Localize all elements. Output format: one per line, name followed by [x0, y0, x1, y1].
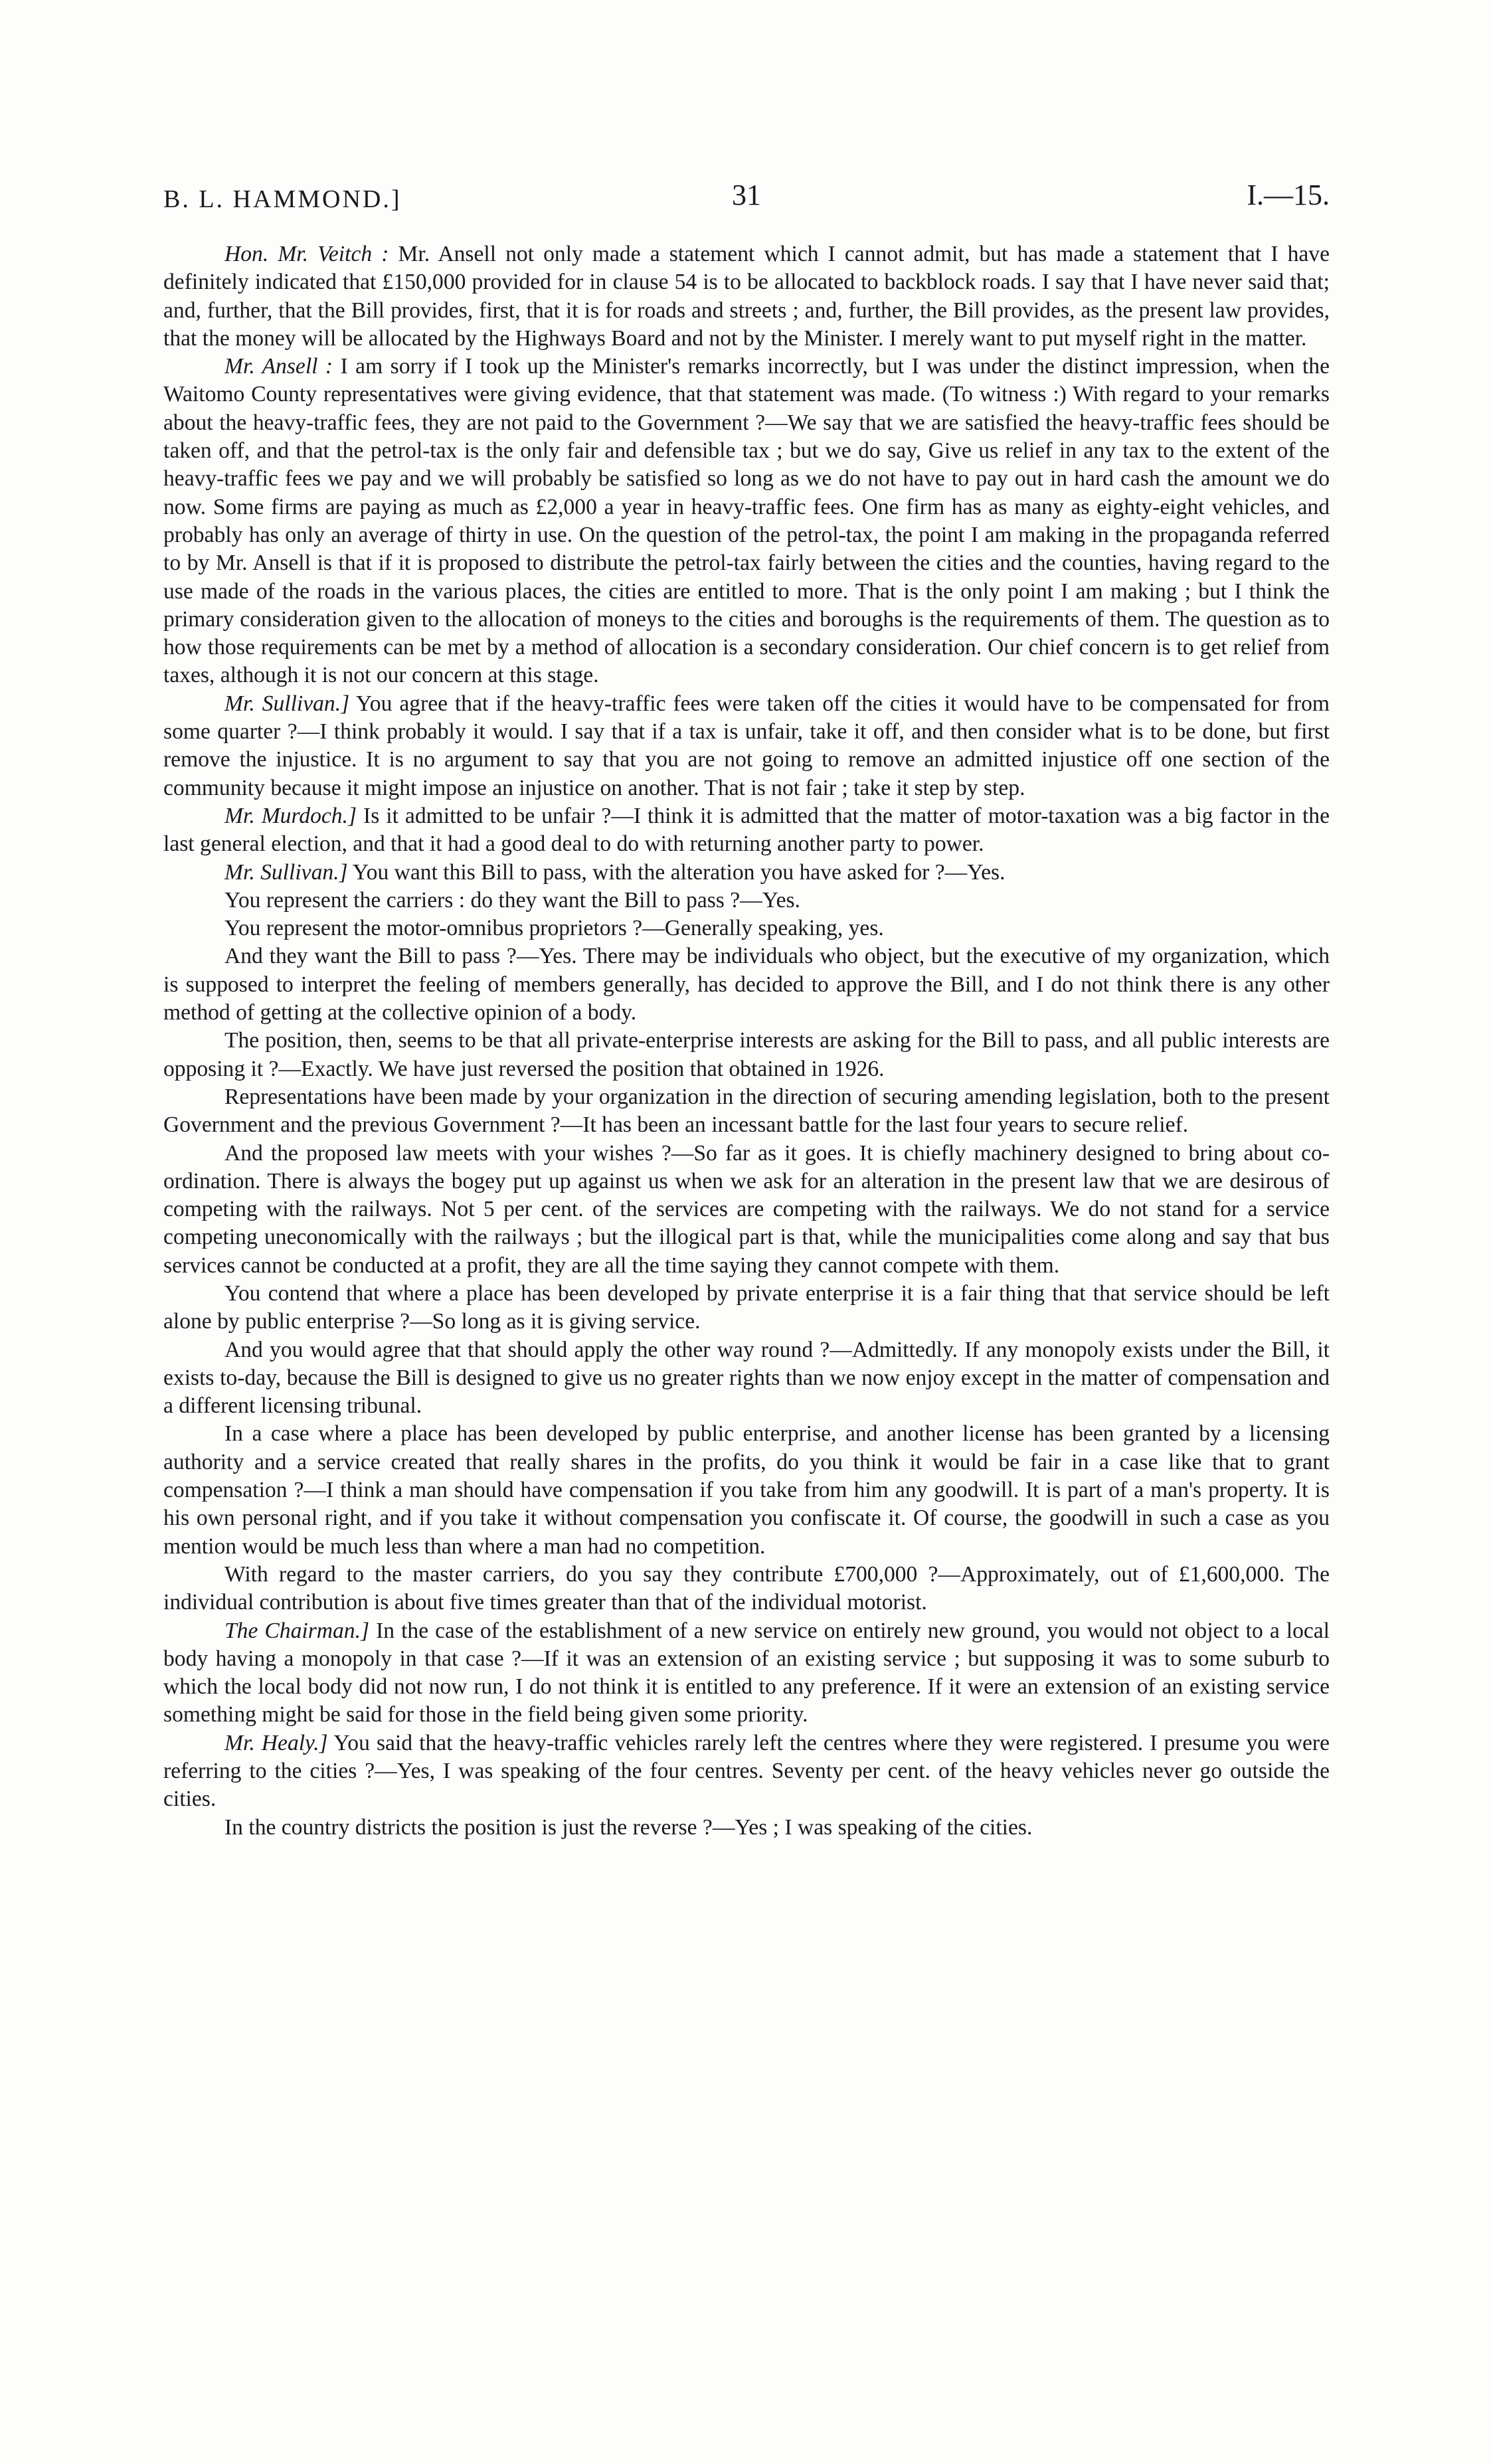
speaker-label: Mr. Sullivan.] [224, 691, 350, 716]
paragraph-text: You said that the heavy-traffic vehicles rarely left the centres where they were registered. I presume you were referring to the cities ?—Yes, I was speaking of the four centres. Seventy per cent. of the heavy vehicles never go outside the cities. [163, 1730, 1330, 1812]
paragraph-text: You want this Bill to pass, with the alteration you have asked for ?—Yes. [347, 859, 1006, 885]
paragraph-text: You represent the motor-omnibus proprietors ?—Generally speaking, yes. [224, 916, 884, 941]
paragraph-text: In the country districts the position is just the reverse ?—Yes ; I was speaking of the cities. [224, 1814, 1033, 1840]
paragraph-text: I am sorry if I took up the Minister's remarks incorrectly, but I was under the distinct impression, when the Waitomo County representatives were giving evidence, that that statement was made. (To witness :) With regard to your remarks about the heavy-traffic fees, they are not paid to the Government ?—We say that we are satisfied the heavy-traffic fees should be taken off, and that the petrol-tax is the only fair and defensible tax ; but we do say, Give us relief in any tax to the extent of the heavy-traffic fees we pay and we will probably be satisfied so long as we do not have to pay out in hard cash the amount we do now. Some firms are paying as much as £2,000 a year in heavy-traffic fees. One firm has as many as eighty-eight vehicles, and probably has only an average of thirty in use. On the question of the petrol-tax, the point I am making in the propaganda referred to by Mr. Ansell is that if it is proposed to distribute the petrol-tax fairly between the cities and the counties, having regard to the use made of the roads in the various places, the cities are entitled to more. That is the only point I am making ; but I think the primary consideration given to the allocation of moneys to the cities and boroughs is the requirements of them. The question as to how those requirements can be met by a method of allocation is a secondary consideration. Our chief concern is to get relief from taxes, although it is not our concern at this stage. [163, 354, 1330, 688]
paragraph [163, 1083, 1330, 1140]
paragraph-text: And they want the Bill to pass ?—Yes. There may be individuals who object, but the executive of my organization, which is supposed to interpret the feeling of members generally, has decided to approve the Bill, and I do not think there is any other method of getting at the collective opinion of a body. [163, 944, 1330, 1025]
speaker-label: Mr. Murdoch.] [224, 803, 357, 828]
paragraph-text: In a case where a place has been developed by public enterprise, and another license has been granted by a licensing authority and a service created that really shares in the profits, do you think it would be fair in a case like that to grant compensation ?—I think a man should have compensation if you take from him any goodwill. It is part of a man's property. It is his own personal right, and if you take it without compensation you confiscate it. Of course, the goodwill in such a case as you mention would be much less than where a man had no competition. [163, 1421, 1330, 1559]
paragraph [163, 887, 1330, 915]
paragraph-text: In the case of the establishment of a new service on entirely new ground, you would not object to a local body having a monopoly in that case ?—If it was an extension of an existing service ; but supposing it was to some suburb to which the local body did not now run, I do not think it is entitled to any preference. If it were an extension of an existing service something might be said for those in the field being given some priority. [163, 1618, 1330, 1727]
page-number: 31 [732, 179, 761, 211]
paragraph-text: Representations have been made by your organization in the direction of securing amending legislation, both to the present Government and the previous Government ?—It has been an incessant battle for the last four years to secure relief. [163, 1084, 1330, 1138]
speaker-label: Mr. Sullivan.] [224, 859, 348, 885]
paragraph [163, 1814, 1330, 1842]
paragraph-text: Is it admitted to be unfair ?—I think it is admitted that the matter of motor-taxation was a big factor in the last general election, and that it had a good deal to do with returning another party to power. [163, 803, 1330, 857]
witness-name: B. L. HAMMOND.] [163, 185, 402, 213]
paragraph [163, 859, 1330, 887]
paragraph [163, 942, 1330, 1027]
document-reference: I.—15. [1247, 179, 1330, 211]
paragraph-text: With regard to the master carriers, do you say they contribute £700,000 ?—Approximately, out of £1,600,000. The individual contribution is about five times greater than that of the individual motorist. [163, 1561, 1330, 1615]
paragraph [163, 1617, 1330, 1729]
page-header [163, 178, 1330, 224]
paragraph [163, 353, 1330, 690]
paragraph [163, 690, 1330, 802]
paragraph [163, 1280, 1330, 1336]
paragraph [163, 915, 1330, 942]
speaker-label: Hon. Mr. Veitch : [224, 242, 389, 266]
paragraph-text: And the proposed law meets with your wishes ?—So far as it goes. It is chiefly machinery designed to bring about co-ordination. There is always the bogey put up against us when we ask for an alteration in the present law that we are desirous of competing with the railways. Not 5 per cent. of the services are competing with the railways. We do not stand for a service competing uneconomically with the railways ; but the illogical part is that, while the municipalities come along and say that bus services cannot be conducted at a profit, they are all the time saying they cannot compete with them. [163, 1140, 1330, 1278]
paragraph-text: The position, then, seems to be that all private-enterprise interests are asking for the Bill to pass, and all public interests are opposing it ?—Exactly. We have just reversed the position that obtained in 1926. [163, 1028, 1330, 1081]
speaker-label: Mr. Ansell : [224, 354, 333, 379]
paragraph [163, 1729, 1330, 1814]
paragraph-text: You agree that if the heavy-traffic fees were taken off the cities it would have to be compensated for from some quarter ?—I think probably it would. I say that if a tax is unfair, take it off, and then consider what is to be done, but first remove the injustice. It is no argument to say that you are not going to remove an admitted injustice off one section of the community because it might impose an injustice on another. That is not fair ; take it step by step. [163, 691, 1330, 800]
paragraph [163, 240, 1330, 353]
paragraph-text: And you would agree that that should apply the other way round ?—Admittedly. If any monopoly exists under the Bill, it exists to-day, because the Bill is designed to give us no greater rights than we now enjoy except in the matter of compensation and a different licensing tribunal. [163, 1337, 1330, 1419]
speaker-label: Mr. Healy.] [224, 1730, 328, 1755]
paragraph [163, 1420, 1330, 1560]
paragraph [163, 1027, 1330, 1083]
paragraph [163, 1140, 1330, 1280]
paragraph [163, 802, 1330, 859]
speaker-label: The Chairman.] [224, 1618, 370, 1643]
paragraph-text: You contend that where a place has been developed by private enterprise it is a fair thing that that service should be left alone by public enterprise ?—So long as it is giving service. [163, 1280, 1330, 1334]
document-body [163, 240, 1330, 1842]
paragraph [163, 1561, 1330, 1617]
paragraph [163, 1336, 1330, 1421]
paragraph-text: Mr. Ansell not only made a statement which I cannot admit, but has made a statement that I have definitely indicated that £150,000 provided for in clause 54 is to be allocated to backblock roads. I say that I have never said that; and, further, that the Bill provides, first, that it is for roads and streets ; and, further, the Bill provides, as the present law provides, that the money will be allocated by the Highways Board and not by the Minister. I merely want to put myself right in the matter. [163, 242, 1330, 351]
paragraph-text: You represent the carriers : do they want the Bill to pass ?—Yes. [224, 887, 800, 913]
